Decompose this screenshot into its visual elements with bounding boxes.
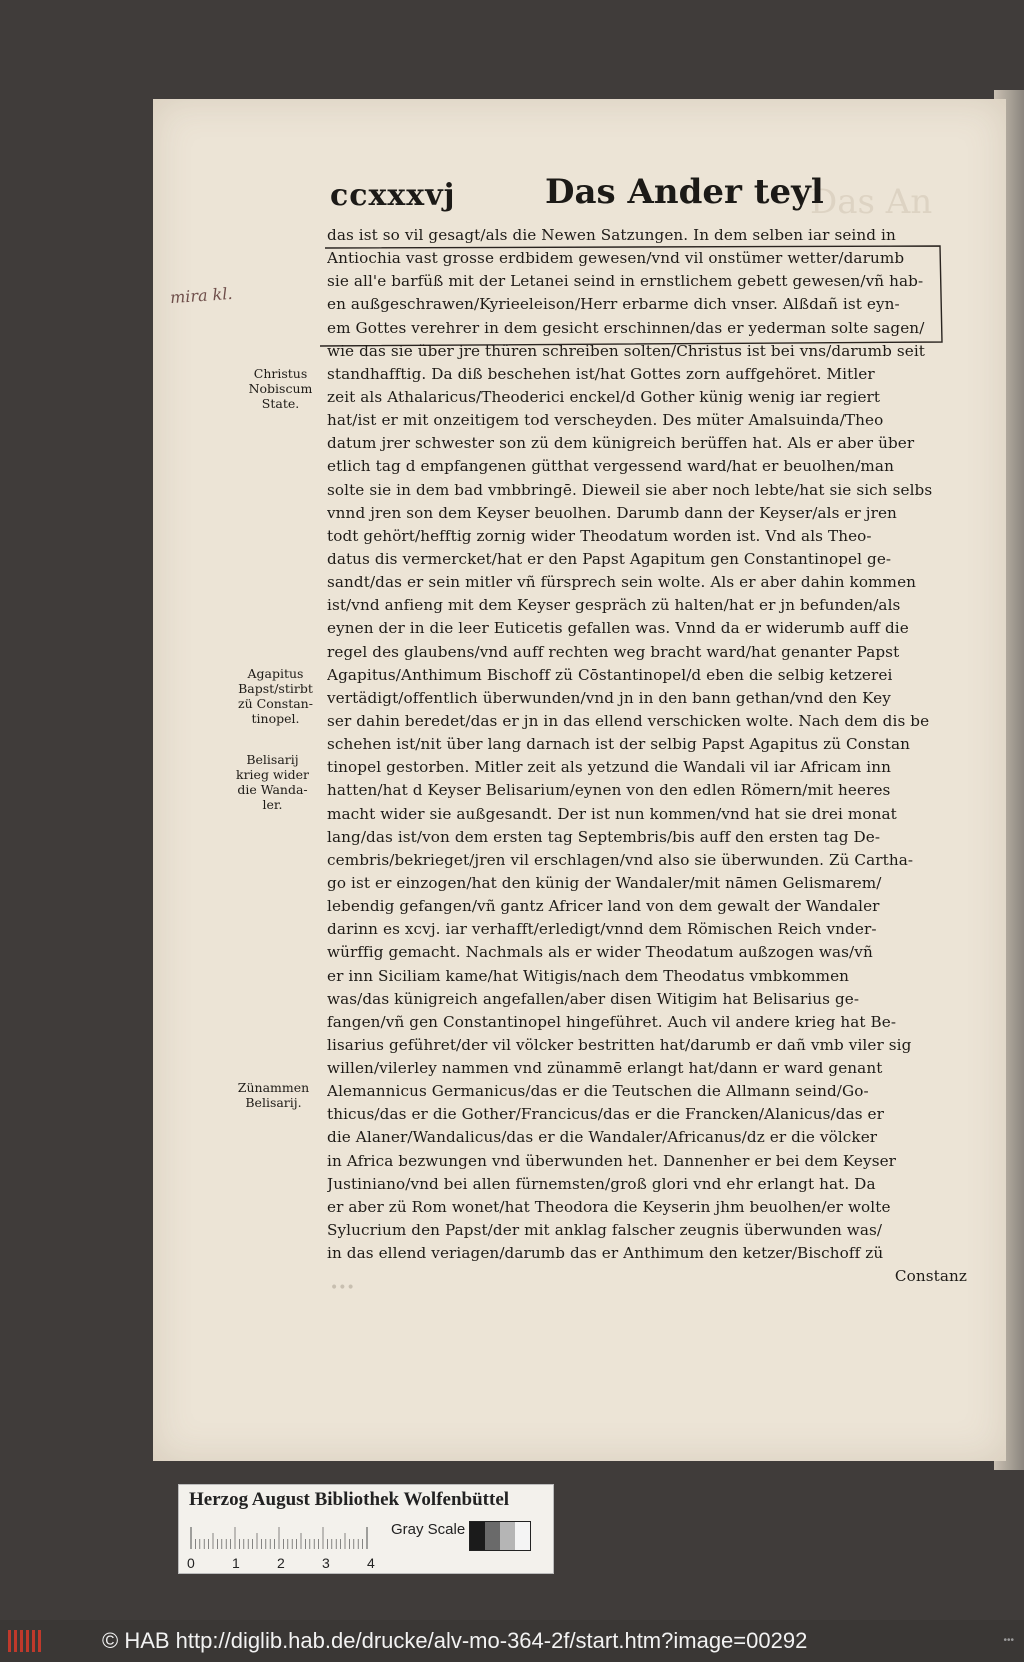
show-through-text: Das An (810, 182, 933, 222)
text-line: vnnd jren son dem Keyser beuolhen. Darumb dann der Keyser/als er jren (327, 503, 897, 522)
text-line: hat/ist er mit onzeitigem tod verscheyden. Des müter Amalsuinda/Theo (327, 411, 884, 430)
text-line: hatten/hat d Keyser Belisarium/eynen von den edlen Römern/mit heeres (327, 781, 891, 800)
text-line: Justiniano/vnd bei allen fürnemsten/groß glori vnd ehr erlangt hat. Da (327, 1174, 876, 1193)
text-line: darinn es xcvj. iar verhafft/erledigt/vnnd dem Römischen Reich vnder- (327, 920, 877, 939)
ruler-scale (189, 1523, 369, 1553)
scale-number: 2 (277, 1555, 285, 1571)
text-line: sie all'e barfüß mit der Letanei seind in ernstlichem gebett gewesen/vñ hab- (327, 272, 924, 291)
text-line: zeit als Athalaricus/Theoderici enckel/d Gother künig wenig iar regiert (327, 387, 881, 406)
gray-scale-label: Gray Scale (391, 1521, 466, 1538)
marginal-note-christus: Christus Nobiscum State. (248, 366, 313, 411)
text-line: ser dahin beredet/das er jn in das ellend verschicken wolte. Nach dem dis be (327, 711, 930, 730)
text-line: cembris/bekrieget/jren vil erschlagen/vnd also sie überwunden. Zü Cartha- (327, 850, 914, 869)
text-line: ist/vnd anfieng mit dem Keyser gespräch zü halten/hat er jn befunden/als (327, 596, 901, 615)
body-text (327, 224, 967, 1288)
marginal-note-zunammen: Zünammen Belisarij. (237, 1080, 310, 1110)
catchword: Constanz (894, 1267, 967, 1286)
gray-scale-bar (469, 1521, 531, 1551)
text-line: datum jrer schwester son zü dem künigreich berüffen hat. Als er aber über (327, 434, 915, 453)
text-line: in Africa bezwungen vnd überwunden het. Dannenher er bei dem Keyser (327, 1151, 897, 1170)
text-line: lisarius geführet/der vil völcker bestritten hat/darumb er dañ vmb viler sig (327, 1035, 912, 1054)
scale-number: 3 (322, 1555, 330, 1571)
scale-number: 0 (187, 1555, 195, 1571)
text-line: fangen/vñ gen Constantinopel hingeführet. Auch vil andere krieg hat Be- (327, 1012, 897, 1031)
scale-number: 4 (367, 1555, 375, 1571)
text-line: etlich tag d empfangenen gütthat vergessend ward/hat er beuolhen/man (327, 457, 894, 476)
text-line: in das ellend veriagen/darumb das er Anthimum den ketzer/Bischoff zü (327, 1244, 884, 1263)
text-line: standhafftig. Da diß beschehen ist/hat Gottes zorn auffgehöret. Mitler (327, 364, 875, 383)
text-line: Antiochia vast grosse erdbidem gewesen/vnd vil onstümer wetter/darumb (327, 249, 905, 268)
text-line: lebendig gefangen/vñ gantz Africer land von dem gewalt der Wandaler (327, 897, 880, 916)
text-line: datus dis vermercket/hat er den Papst Agapitum gen Constantinopel ge- (327, 549, 892, 568)
running-title: Das Ander teyl (545, 172, 824, 212)
hab-logo-icon (8, 1626, 44, 1656)
text-line: thicus/das er die Gother/Francicus/das er die Francken/Alanicus/das er (327, 1105, 884, 1124)
text-line: willen/vilerley nammen vnd zünammē erlangt hat/dann er ward genant (327, 1059, 883, 1078)
text-line: er aber zü Rom wonet/hat Theodora die Keyserin jhm beuolhen/er wolte (327, 1197, 891, 1216)
handwritten-annotation: mira kl. (169, 283, 234, 308)
text-line: Agapitus/Anthimum Bischoff zü Cōstantinopel/d eben die selbig ketzerei (327, 665, 893, 684)
library-name: Herzog August Bibliothek Wolfenbüttel (189, 1489, 510, 1510)
text-line: die Alaner/Wandalicus/das er die Wandaler/Africanus/dz er die völcker (327, 1128, 878, 1147)
show-through-mark: ••• (330, 1280, 355, 1296)
text-line: tinopel gestorben. Mitler zeit als yetzund die Wandali vil iar Africam inn (327, 758, 891, 777)
footer-dots-icon: ••• (1003, 1635, 1014, 1646)
text-line: das ist so vil gesagt/als die Newen Satzungen. In dem selben iar seind in (327, 226, 896, 244)
text-line: macht wider sie außgesandt. Der ist nun kommen/vnd hat sie drei monat (327, 804, 897, 823)
text-line: regel des glaubens/vnd auff rechten weg bracht ward/hat genanter Papst (327, 642, 900, 661)
text-line: Alemannicus Germanicus/das er die Teutschen die Allmann seind/Go- (327, 1082, 869, 1101)
text-line: en außgeschrawen/Kyrieeleison/Herr erbarme dich vnser. Alßdañ ist eyn- (327, 295, 900, 314)
text-line: schehen ist/nit über lang darnach ist der selbig Papst Agapitus zü Constan (327, 735, 911, 754)
text-line: todt gehört/hefftig zornig wider Theodatum worden ist. Vnd als Theo- (327, 526, 872, 545)
color-scale-card (178, 1484, 554, 1574)
copyright-url[interactable]: © HAB http://diglib.hab.de/drucke/alv-mo-364-2f/start.htm?image=00292 (102, 1628, 808, 1653)
text-line: solte sie in dem bad vmbbringē. Dieweil sie aber noch lebte/hat sie sich selbs (327, 480, 933, 499)
text-line: lang/das ist/von dem ersten tag Septembris/bis auff den ersten tag De- (327, 827, 881, 846)
scale-number: 1 (232, 1555, 240, 1571)
text-line: er inn Siciliam kame/hat Witigis/nach dem Theodatus vmbkommen (327, 966, 850, 985)
footer-bar (0, 1620, 1024, 1662)
text-line: go ist er einzogen/hat den künig der Wandaler/mit nāmen Gelismarem/ (327, 873, 882, 892)
marginal-note-agapitus: Agapitus Bapst/stirbt zü Constan- tinopel. (238, 666, 313, 726)
text-line: würffig gemacht. Nachmals als er wider Theodatum außzogen was/vñ (327, 943, 873, 962)
text-line: vertädigt/offentlich überwunden/vnd jn in den bann gethan/vnd den Key (327, 688, 891, 707)
text-line: Sylucrium den Papst/der mit anklag falscher zeugnis überwunden was/ (327, 1221, 883, 1240)
text-line: wie das sie über jre thüren schreiben solten/Christus ist bei vns/darumb seit (327, 341, 925, 360)
text-line: eynen der in die leer Euticetis gefallen was. Vnnd da er widerumb auff die (327, 619, 909, 638)
text-line: sandt/das er sein mitler vñ fürsprech sein wolte. Als er aber dahin kommen (327, 573, 917, 592)
text-line: em Gottes verehrer in dem gesicht erschinnen/das er yederman solte sagen/ (327, 318, 925, 337)
text-line: was/das künigreich angefallen/aber disen Witigim hat Belisarius ge- (327, 989, 860, 1008)
marginal-note-belisarij: Belisarij krieg wider die Wanda- ler. (236, 752, 309, 812)
folio-number: ccxxxvj (330, 178, 456, 213)
